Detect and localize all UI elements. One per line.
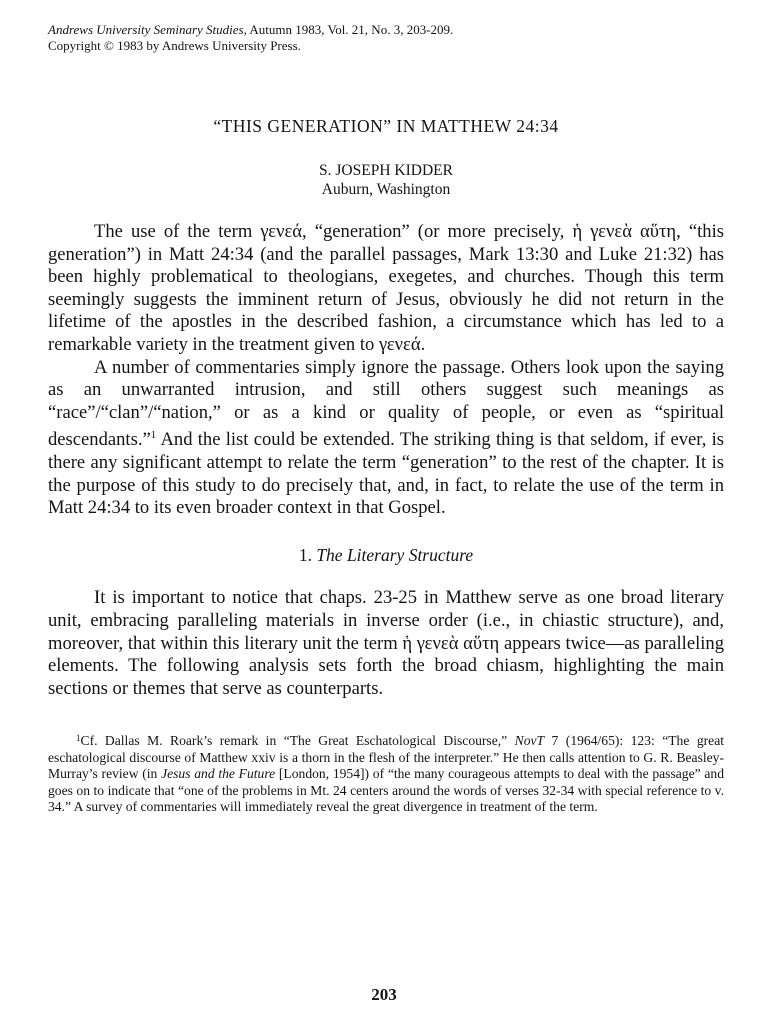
section-heading <box>48 544 724 567</box>
footnote-text-2: 7 (1964/65): 123: “The great eschatological discourse of Matthew xxiv is a thorn in the flesh of the interpreter.” He then calls attention to G. R. Beasley-Murray’s review (in <box>48 733 724 782</box>
author-location: Auburn, Washington <box>321 181 451 198</box>
paragraph-2 <box>48 357 724 520</box>
author-name: S. JOSEPH KIDDER <box>319 162 453 179</box>
section-number: 1. <box>298 544 312 565</box>
section-title: The Literary Structure <box>316 544 474 565</box>
author-block <box>48 161 724 199</box>
footnote-text-1: Cf. Dallas M. Roark’s remark in “The Great Eschatological Discourse,” <box>80 733 515 749</box>
citation-details: , Autumn 1983, Vol. 21, No. 3, 203-209. <box>243 22 454 37</box>
paragraph-2-part-a: A number of commentaries simply ignore the passage. Others look upon the saying as an unwarranted intrusion, and still others suggest such meanings as “race”/“clan”/“nation,” or as a kind or quality of people, or even as “spiritual descendants.” <box>48 356 724 451</box>
paragraph-2-part-b: And the list could be extended. The striking thing is that seldom, if ever, is there any significant attempt to relate the term “generation” to the rest of the chapter. It is the purpose of this study to do precisely that, and, in fact, to relate the use of the term in Matt 24:34 to its even broader context in that Gospel. <box>48 429 724 519</box>
paragraph-3: It is important to notice that chaps. 23-25 in Matthew serve as one broad literary unit, embracing paralleling materials in inverse order (i.e., in chiastic structure), and, moreover, that within this literary unit the term ἡ γενεὰ αὕτη appears twice—as paralleling elements. The following analysis sets forth the broad chiasm, highlighting the main sections or themes that serve as counterparts. <box>48 587 724 699</box>
article-title: “THIS GENERATION” IN MATTHEW 24:34 <box>213 116 559 136</box>
article-page <box>48 22 724 815</box>
copyright-line: Copyright © 1983 by Andrews University Press. <box>48 38 301 53</box>
footnote-text-3: [London, 1954]) of “the many courageous attempts to deal with the passage” and goes on to indicate that “one of the problems in Mt. 24 centers around the words of verses 32-34 with special reference to v. 34.” A survey of commentaries will immediately reveal the great divergence in treatment of the term. <box>48 766 724 814</box>
footnote-mark: 1 <box>76 733 81 744</box>
journal-header <box>48 22 724 54</box>
footnote-book: Jesus and the Future <box>161 766 276 782</box>
footnote-1 <box>48 730 724 815</box>
page-number: 203 <box>371 985 397 1004</box>
footnote-reference: 1 <box>150 429 157 442</box>
paragraph-1: The use of the term γενεά, “generation” (or more precisely, ἡ γενεὰ αὕτη, “this generation”) in Matt 24:34 (and the parallel passages, Mark 13:30 and Luke 21:32) has been highly problematical to theologians, exegetes, and churches. Though this term seemingly suggests the imminent return of Jesus, obviously he did not return in the lifetime of the apostles in the described fashion, a circumstance which has led to a remarkable variety in the treatment given to γενεά. <box>48 221 724 355</box>
journal-name: Andrews University Seminary Studies <box>48 22 244 37</box>
article-body <box>48 221 724 700</box>
citation-line <box>48 22 724 38</box>
footnote-journal: NovT <box>514 733 545 749</box>
